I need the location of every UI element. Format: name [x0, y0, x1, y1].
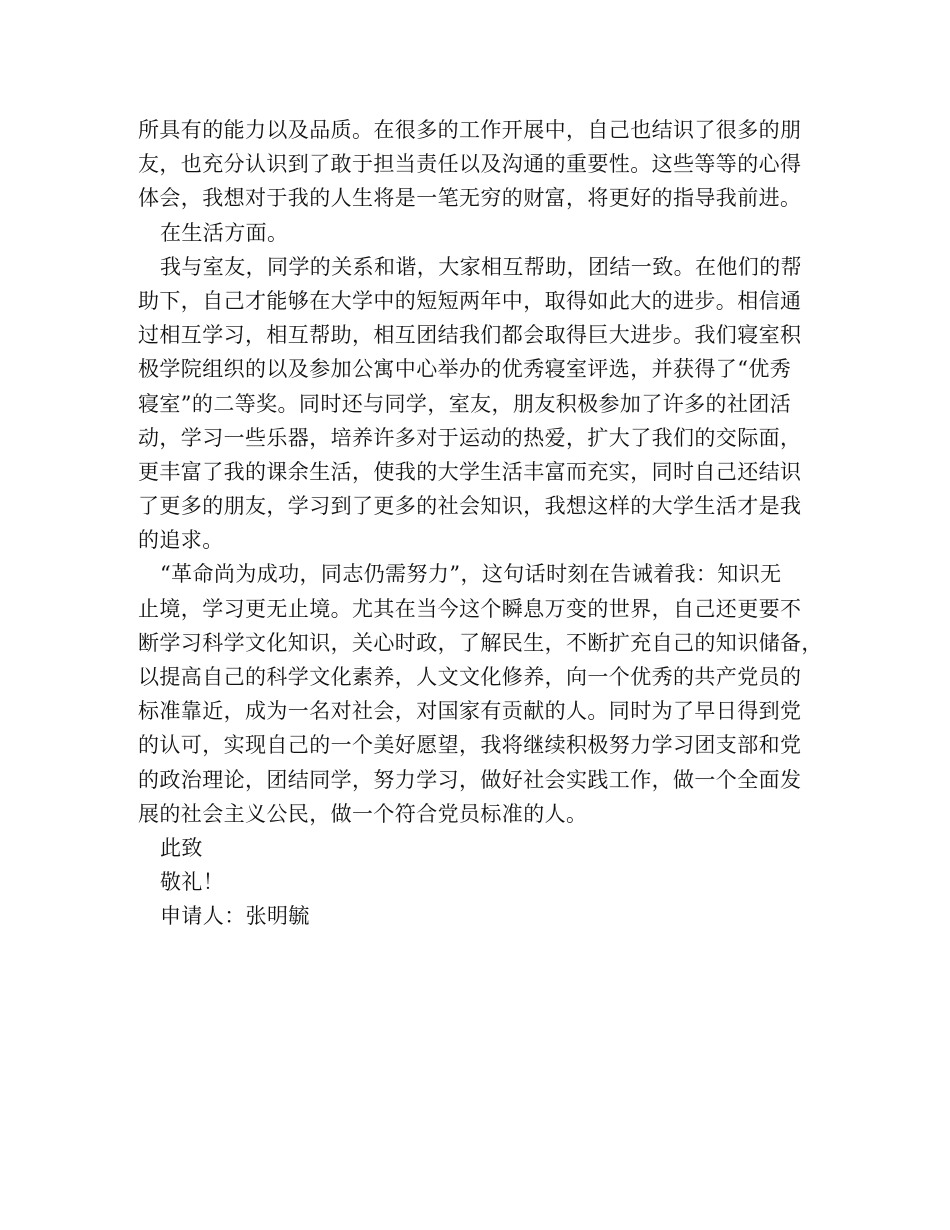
applicant-signature: 申请人：张明毓	[160, 904, 310, 929]
text-line: 展的社会主义公民，做一个符合党员标准的人。	[138, 801, 588, 826]
closing-regards: 敬礼！	[160, 870, 225, 895]
text-line: 的认可，实现自己的一个美好愿望，我将继续积极努力学习团支部和党	[138, 733, 802, 758]
text-line: 止境，学习更无止境。尤其在当今这个瞬息万变的世界，自己还更要不	[138, 596, 802, 621]
text-line: 以提高自己的科学文化素养，人文文化修养，向一个优秀的共产党员的	[138, 665, 802, 689]
text-line: 我与室友，同学的关系和谐，大家相互帮助，团结一致。在他们的帮	[160, 254, 802, 279]
text-line: 动，学习一些乐器，培养许多对于运动的热爱，扩大了我们的交际面，	[138, 425, 802, 450]
text-line: 极学院组织的以及参加公寓中心举办的优秀寝室评选，并获得了“优秀	[138, 357, 792, 382]
text-line: 体会，我想对于我的人生将是一笔无穷的财富，将更好的指导我前进。	[138, 186, 802, 211]
text-line: 更丰富了我的课余生活，使我的大学生活丰富而充实，同时自己还结识	[138, 459, 802, 484]
text-line: 断学习科学文化知识，关心时政，了解民生，不断扩充自己的知识储备，	[138, 630, 823, 655]
text-line: 的政治理论，团结同学，努力学习，做好社会实践工作，做一个全面发	[138, 767, 802, 792]
section-heading-life: 在生活方面。	[160, 220, 289, 245]
text-line: 所具有的能力以及品质。在很多的工作开展中，自己也结识了很多的朋	[138, 118, 802, 142]
text-line: 了更多的朋友，学习到了更多的社会知识，我想这样的大学生活才是我	[138, 494, 802, 519]
closing-salutation: 此致	[160, 835, 203, 860]
text-line: 寝室”的二等奖。同时还与同学，室友，朋友积极参加了许多的社团活	[138, 391, 792, 416]
text-line: 助下，自己才能够在大学中的短短两年中，取得如此大的进步。相信通	[138, 288, 802, 313]
text-line: 的追求。	[138, 528, 224, 553]
letter-body	[138, 113, 828, 934]
text-line: 友，也充分认识到了敢于担当责任以及沟通的重要性。这些等等的心得	[138, 152, 802, 177]
text-line: “革命尚为成功，同志仍需努力”，这句话时刻在告诫着我：知识无	[160, 562, 782, 587]
text-line: 标准靠近，成为一名对社会，对国家有贡献的人。同时为了早日得到党	[138, 699, 802, 724]
text-line: 过相互学习，相互帮助，相互团结我们都会取得巨大进步。我们寝室积	[138, 323, 802, 348]
